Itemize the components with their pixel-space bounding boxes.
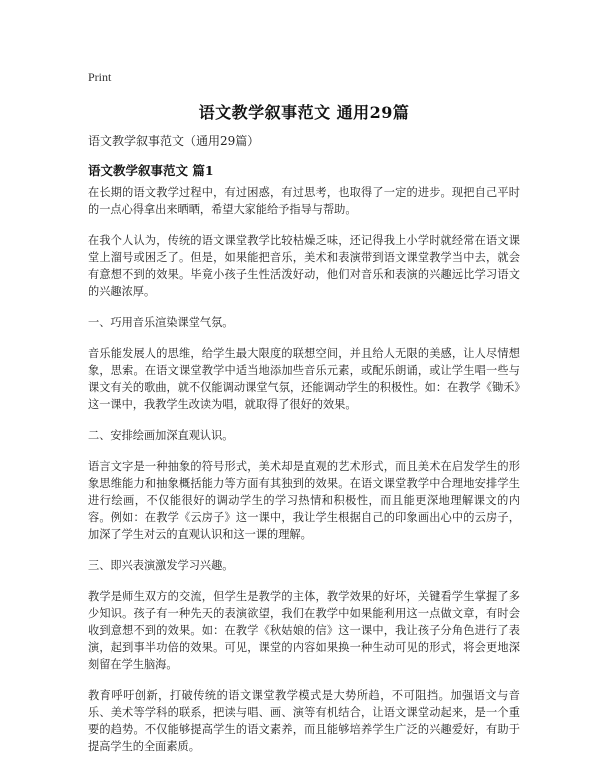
document-body xyxy=(88,184,520,769)
paragraph: 在长期的语文教学过程中，有过困惑，有过思考，也取得了一定的进步。现把自己平时的一点心得拿出来晒晒，希望大家能给予指导与帮助。 xyxy=(88,186,520,216)
paragraph-heading: 三、即兴表演激发学习兴趣。 xyxy=(88,559,234,572)
paragraph: 在我个人认为，传统的语文课堂教学比较枯燥乏味，还记得我上小学时就经常在语文课堂上溜号或困乏了。但是，如果能把音乐，美术和表演带到语文课堂教学当中去，就会有意想不到的效果。毕竟小孩子生性活泼好动，他们对音乐和表演的兴趣远比学习语文的兴趣浓厚。 xyxy=(88,234,520,298)
document-title: 语文教学叙事范文 通用29篇 xyxy=(198,103,410,122)
paragraph-heading: 一、巧用音乐渲染课堂气氛。 xyxy=(88,316,234,329)
print-label[interactable]: Print xyxy=(88,70,112,84)
paragraph: 教育呼吁创新，打破传统的语文课堂教学模式是大势所趋，不可阻挡。加强语文与音乐、美术等学科的联系，把读与唱、画、演等有机结合，让语文课堂动起来，是一个重要的趋势。不仅能够提高学生的语文素养，而且能够培养学生广泛的兴趣爱好，有助于提高学生的全面素质。 xyxy=(88,689,520,753)
document-subtitle: 语文教学叙事范文（通用29篇） xyxy=(88,134,260,148)
paragraph: 语言文字是一种抽象的符号形式，美术却是直观的艺术形式，而且美术在启发学生的形象思维能力和抽象概括能力等方面有其独到的效果。在语文课堂教学中合理地安排学生进行绘画，不仅能很好的调动学生的学习热情和积极性，而且能更深地理解课文的内容。例如：在教学《云房子》这一课中，我让学生根据自己的印象画出心中的云房子，加深了学生对云的直观认识和这一课的理解。 xyxy=(88,460,520,541)
paragraph: 音乐能发展人的思维，给学生最大限度的联想空间，并且给人无限的美感，让人尽情想象，思索。在语文课堂教学中适当地添加些音乐元素，或配乐朗诵，或让学生唱一些与课文有关的歌曲，就不仅能调动课堂气氛，还能调动学生的积极性。如：在教学《锄禾》这一课中，我教学生改读为唱，就取得了很好的效果。 xyxy=(88,347,520,411)
paragraph: 教学是师生双方的交流，但学生是教学的主体，教学效果的好坏，关键看学生掌握了多少知识。孩子有一种先天的表演欲望，我们在教学中如果能利用这一点做文章，有时会收到意想不到的效果。如：在教学《秋姑娘的信》这一课中，我让孩子分角色进行了表演，起到事半功倍的效果。可见，课堂的内容如果换一种生动可见的形式，将会更地深刻留在学生脑海。 xyxy=(88,590,520,671)
paragraph-heading: 二、安排绘画加深直观认识。 xyxy=(88,429,234,442)
section-heading: 语文教学叙事范文 篇1 xyxy=(88,163,214,178)
